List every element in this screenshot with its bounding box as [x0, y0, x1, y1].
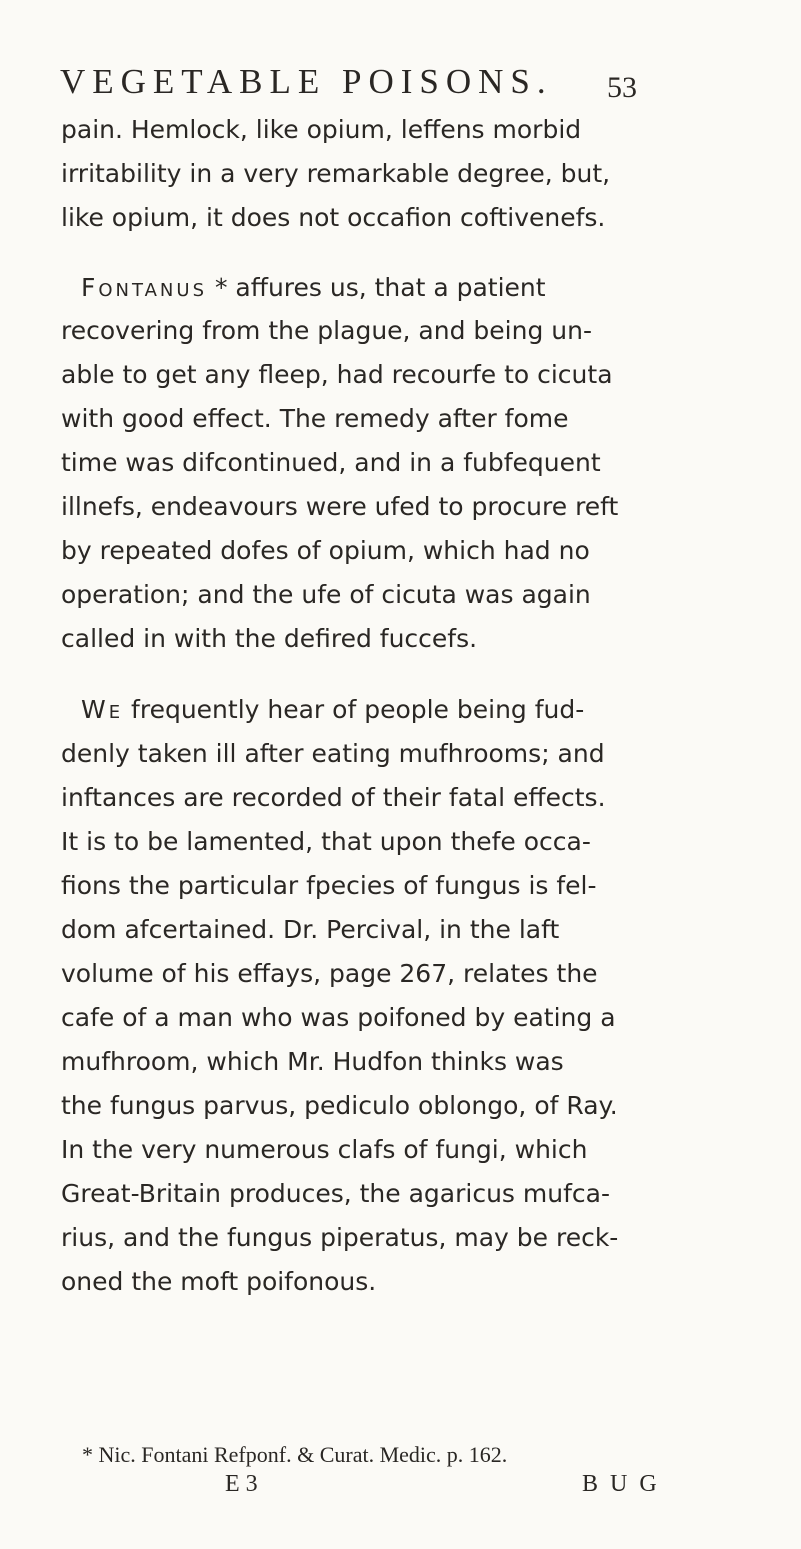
text-line: time was difcontinued, and in a fubfequent	[61, 448, 601, 477]
page-header	[60, 62, 750, 112]
running-title: VEGETABLE POISONS.	[60, 62, 553, 101]
lead-word: We	[81, 695, 124, 724]
line-rest: * affures us, that a patient	[207, 273, 546, 302]
text-line: able to get any fleep, had recourfe to cicuta	[61, 360, 613, 389]
page-number: 53	[607, 71, 637, 104]
text-line: mufhroom, which Mr. Hudfon thinks was	[61, 1047, 564, 1076]
paragraph-first-line	[81, 272, 546, 304]
text-line: like opium, it does not occafion coftivenefs.	[61, 203, 606, 232]
footnote: * Nic. Fontani Refponf. & Curat. Medic. p. 162.	[82, 1442, 508, 1467]
text-line: fions the particular fpecies of fungus is fel-	[61, 871, 597, 900]
text-line: by repeated dofes of opium, which had no	[61, 536, 590, 565]
text-line: dom afcertained. Dr. Percival, in the laft	[61, 915, 560, 944]
text-line: rius, and the fungus piperatus, may be reck-	[61, 1223, 619, 1252]
paragraph-first-line	[81, 694, 584, 726]
text-line: illnefs, endeavours were ufed to procure reft	[61, 492, 619, 521]
text-line: irritability in a very remarkable degree, but,	[61, 159, 611, 188]
text-line: Great-Britain produces, the agaricus mufca-	[61, 1179, 610, 1208]
text-line: denly taken ill after eating mufhrooms; and	[61, 739, 605, 768]
text-line: In the very numerous clafs of fungi, which	[61, 1135, 588, 1164]
signature-mark: E 3	[225, 1471, 258, 1497]
text-line: called in with the defired fuccefs.	[61, 624, 478, 653]
lead-word: Fontanus	[81, 273, 207, 302]
text-line: with good effect. The remedy after fome	[61, 404, 569, 433]
text-line: oned the moft poifonous.	[61, 1267, 377, 1296]
text-line: pain. Hemlock, like opium, leffens morbid	[61, 115, 582, 144]
text-line: It is to be lamented, that upon thefe occa-	[61, 827, 591, 856]
text-line: volume of his effays, page 267, relates the	[61, 959, 598, 988]
text-line: inftances are recorded of their fatal effects.	[61, 783, 606, 812]
text-line: the fungus parvus, pediculo oblongo, of Ray.	[61, 1091, 618, 1120]
catchword: B U G	[582, 1471, 660, 1497]
text-line: operation; and the ufe of cicuta was again	[61, 580, 591, 609]
text-line: cafe of a man who was poifoned by eating a	[61, 1003, 616, 1032]
text-line: recovering from the plague, and being un-	[61, 316, 592, 345]
line-rest: frequently hear of people being fud-	[123, 695, 585, 724]
